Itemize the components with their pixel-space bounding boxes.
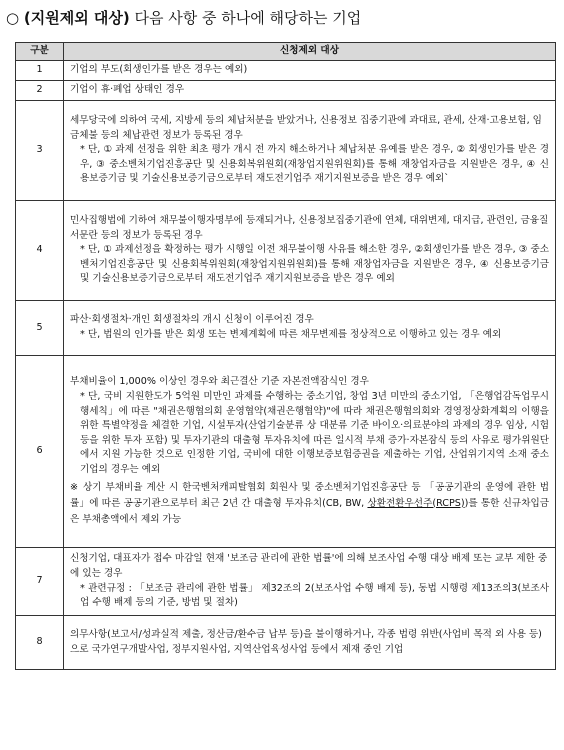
row-note-text: * 단, 국비 지원한도가 5억원 미만인 과제를 수행하는 중소기업, 창업 3년 미만의 중소기업, 「은행업감독업무시행세칙」에 따른 "채권은행협의회 운영협약(채권은행협약)"에 따라 채권은행협의회와 경영정상화계획의 이행을 위한 특별약정을 체결한 기업, 시설투자(산업기술분류 상 대분류 기준 바이오·의료분야의 과제의 경우 임상, 시험 등을 위한 투자 포함) 및 투자기관의 대출형 투자유치에 따른 일시적 부채 증가·자본잠식 등의 사유로 평가위원단에서 지원 가능한 것으로 인정한 기업, 국비에 대한 이행보증보험증권을 제출하는 기업, 산업위기지역 소재 중소기업의 경우는 예외 — [80, 391, 549, 475]
heading-bold-label: (지원제외 대상) — [23, 9, 130, 27]
row-content — [64, 616, 556, 670]
row-number: 1 — [16, 61, 64, 81]
header-exclusion-target: 신청제외 대상 — [64, 43, 556, 61]
row-main-text: 파산·회생절차·개인 회생절차의 개시 신청이 이루어진 경우 — [70, 314, 314, 326]
row-content — [64, 101, 556, 201]
table-row — [16, 201, 556, 301]
row-number: 5 — [16, 301, 64, 356]
row-note-text: * 단, ① 과제 선정을 위한 최초 평가 개시 전 까지 해소하거나 체납처분 유예를 받은 경우, ② 회생인가를 받은 경우, ③ 중소벤처기업진흥공단 및 신용회복위원회(재창업지원위원회)를 통해 재창업자금을 지원받은 경우, ④ 신용보증기금 및 기술신용보증기금으로부터 재도전기업주 재기지원보증을 받은 경우 예외` — [80, 144, 549, 185]
row-note-text: * 단, ① 과제선정을 확정하는 평가 시행일 이전 채무불이행 사유를 해소한 경우, ②회생인가를 받은 경우, ③ 중소벤처기업진흥공단 및 신용회복위원회(재창업지원위원회)를 통해 재창업자금을 지원받은 경우, ④ 신용보증기금 및 기술신용보증기금으로부터 재도전기업주 재기지원보증을 받은 경우 예외 — [80, 244, 549, 285]
row-content — [64, 301, 556, 356]
row-content — [64, 548, 556, 616]
row-content — [64, 61, 556, 81]
table-row — [16, 61, 556, 81]
row-number: 2 — [16, 81, 64, 101]
table-row — [16, 301, 556, 356]
heading-text: 다음 사항 중 하나에 해당하는 기업 — [129, 9, 362, 27]
row-main-text: 의무사항(보고서/성과실적 제출, 정산금/환수금 납부 등)을 불이행하거나, 각종 법령 위반(사업비 목적 외 사용 등)으로 국가연구개발사업, 정부지원사업, 지역산업육성사업 등에서 제재 중인 기업 — [70, 628, 542, 655]
row-note-text: * 관련규정 : 「보조금 관리에 관한 법률」 제32조의 2(보조사업 수행 배제 등), 동법 시행령 제13조의3(보조사업 수행 배제 등의 기준, 방법 및 절차) — [80, 582, 549, 609]
row-main-text: 민사집행법에 기하여 채무불이행자명부에 등재되거나, 신용정보집중기관에 연체, 대위변제, 대지급, 관련인, 금융질서문란 등의 정보가 등록된 경우 — [70, 215, 549, 241]
table-header-row — [16, 43, 556, 61]
table-row — [16, 616, 556, 670]
table-row — [16, 101, 556, 201]
row-number: 4 — [16, 201, 64, 301]
table-row — [16, 81, 556, 101]
table-row — [16, 548, 556, 616]
row-number: 7 — [16, 548, 64, 616]
table-row — [16, 356, 556, 548]
row-main-text: 기업의 부도(회생인가를 받은 경우는 예외) — [70, 64, 248, 76]
row-content — [64, 356, 556, 548]
row-main-text: 신청기업, 대표자가 접수 마감일 현재 '보조금 관리에 관한 법률'에 의해 보조사업 수행 대상 배제 또는 교부 제한 중에 있는 경우 — [70, 553, 548, 579]
row-number: 6 — [16, 356, 64, 548]
row-number: 8 — [16, 616, 64, 670]
row-reference-note — [70, 480, 549, 528]
exclusion-table — [15, 42, 556, 670]
reference-note-text: ※ 상기 부채비율 계산 시 한국벤처캐피탈협회 회원사 및 중소벤처기업진흥공단 등 「공공기관의 운영에 관한 법률」에 따른 공공기관으로부터 최근 2년 간 대출형 투자유치(CB, BW, — [70, 481, 549, 509]
row-number: 3 — [16, 101, 64, 201]
row-content — [64, 201, 556, 301]
reference-note-tail: )를 통한 신규차입금은 부채총액에서 제외 가능 — [70, 497, 549, 525]
header-category: 구분 — [16, 43, 64, 61]
section-heading — [6, 4, 361, 32]
row-note-text: * 단, 법원의 인가를 받은 회생 또는 변제계획에 따른 채무변제를 정상적으로 이행하고 있는 경우 예외 — [80, 329, 502, 340]
row-main-text: 세무당국에 의하여 국세, 지방세 등의 체납처분을 받았거나, 신용정보 집중기관에 과대료, 관세, 산재·고용보험, 임금체불 등의 체납관련 정보가 등록된 경우 — [70, 115, 542, 141]
reference-note-underlined: 상환전환우선주(RCPS) — [367, 497, 465, 509]
row-content — [64, 81, 556, 101]
row-main-text: 기업이 휴·폐업 상태인 경우 — [70, 84, 185, 96]
row-main-text: 부채비율이 1,000% 이상인 경우와 최근결산 기준 자본전액잠식인 경우 — [70, 376, 369, 388]
heading-bullet: ○ — [6, 9, 20, 27]
